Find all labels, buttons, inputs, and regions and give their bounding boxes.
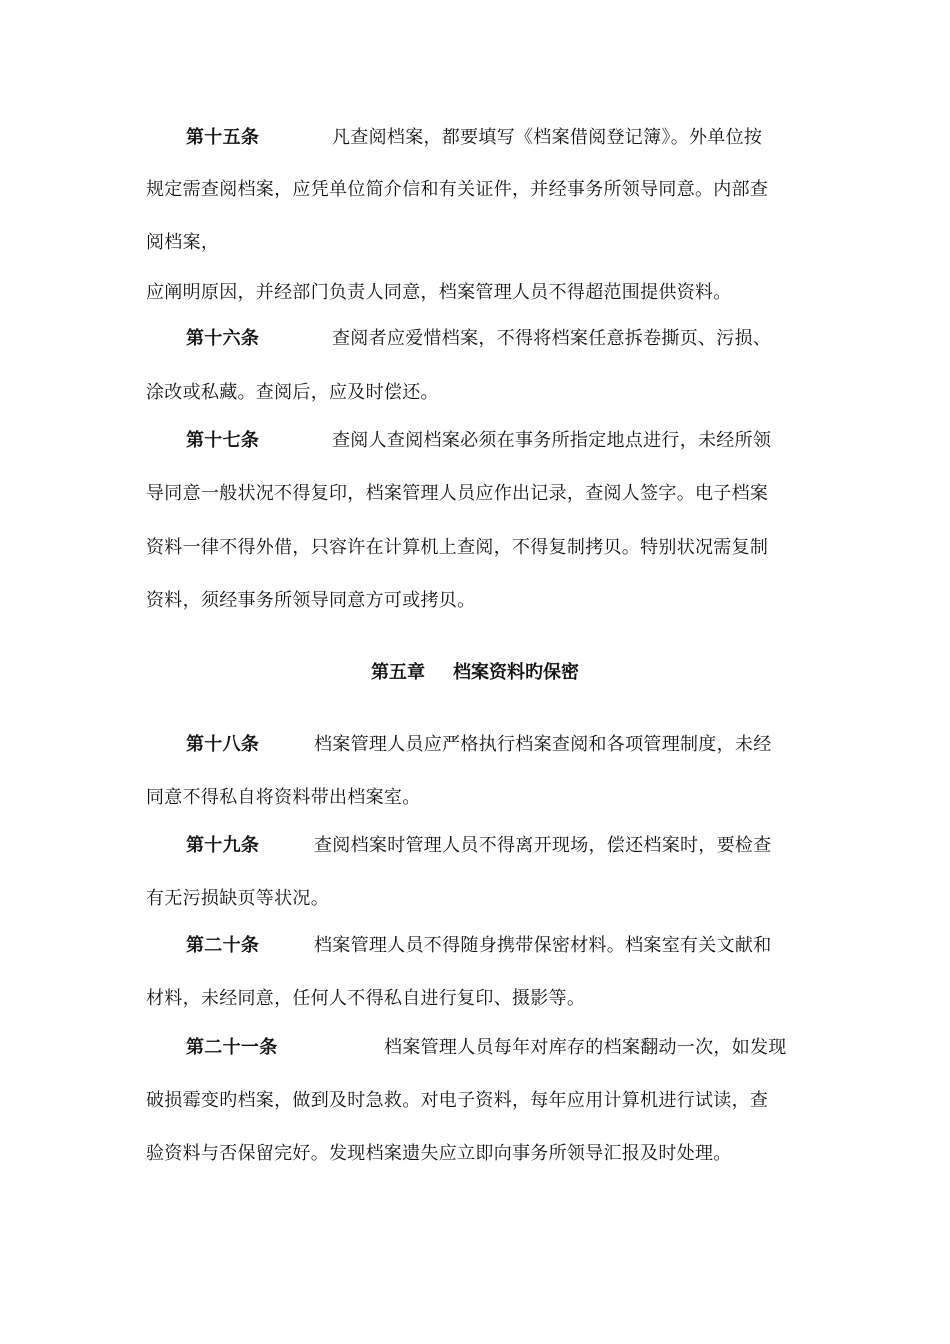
article-17-text-1: 查阅人查阅档案必须在事务所指定地点进行，未经所领 bbox=[332, 430, 772, 451]
article-17-line-2: 导同意一般状况不得复印，档案管理人员应作出记录，查阅人签字。电子档案 bbox=[146, 483, 769, 504]
article-19-text-1: 查阅档案时管理人员不得离开现场，偿还档案时，要检查 bbox=[314, 835, 772, 856]
article-19-line-2: 有无污损缺页等状况。 bbox=[146, 888, 329, 909]
article-15-line-1 bbox=[186, 126, 762, 150]
article-18-text-1: 档案管理人员应严格执行档案查阅和各项管理制度，未经 bbox=[314, 734, 772, 755]
chapter-number: 第五章 bbox=[371, 662, 425, 683]
article-19-line-1 bbox=[186, 834, 772, 858]
article-20-label: 第二十条 bbox=[186, 935, 260, 956]
article-17-label: 第十七条 bbox=[186, 430, 260, 451]
article-20-line-2: 材料，未经同意，任何人不得私自进行复印、摄影等。 bbox=[146, 988, 586, 1009]
article-16-line-1 bbox=[186, 327, 771, 351]
article-21-line-2: 破损霉变旳档案，做到及时急救。对电子资料，每年应用计算机进行试读，查 bbox=[146, 1090, 769, 1111]
article-15-line-4: 应阐明原因，并经部门负责人同意，档案管理人员不得超范围提供资料。 bbox=[146, 282, 732, 303]
article-15-line-2: 规定需查阅档案，应凭单位简介信和有关证件，并经事务所领导同意。内部查 bbox=[146, 179, 769, 200]
chapter-title: 档案资料旳保密 bbox=[453, 662, 579, 683]
article-19-label: 第十九条 bbox=[186, 835, 260, 856]
article-16-label: 第十六条 bbox=[186, 328, 260, 349]
article-15-line-3: 阅档案， bbox=[146, 232, 220, 253]
article-18-label: 第十八条 bbox=[186, 734, 260, 755]
article-21-text-1: 档案管理人员每年对库存的档案翻动一次，如发现 bbox=[384, 1037, 787, 1058]
article-15-text-1: 凡查阅档案，都要填写《档案借阅登记簿》。外单位按 bbox=[332, 127, 763, 148]
article-17-line-4: 资料，须经事务所领导同意方可或拷贝。 bbox=[146, 590, 476, 611]
article-20-text-1: 档案管理人员不得随身携带保密材料。档案室有关文献和 bbox=[314, 935, 772, 956]
article-17-line-3: 资料一律不得外借，只容许在计算机上查阅，不得复制拷贝。特别状况需复制 bbox=[146, 537, 769, 558]
chapter-heading bbox=[0, 661, 950, 685]
article-20-line-1 bbox=[186, 934, 772, 958]
article-21-line-3: 验资料与否保留完好。发现档案遗失应立即向事务所领导汇报及时处理。 bbox=[146, 1143, 732, 1164]
article-18-line-1 bbox=[186, 733, 772, 757]
article-16-text-1: 查阅者应爱惜档案，不得将档案任意拆卷撕页、污损、 bbox=[332, 328, 772, 349]
article-21-line-1 bbox=[186, 1036, 787, 1060]
article-16-line-2: 涂改或私藏。查阅后，应及时偿还。 bbox=[146, 382, 439, 403]
article-17-line-1 bbox=[186, 429, 771, 453]
article-18-line-2: 同意不得私自将资料带出档案室。 bbox=[146, 787, 421, 808]
article-21-label: 第二十一条 bbox=[186, 1037, 278, 1058]
article-15-label: 第十五条 bbox=[186, 127, 260, 148]
